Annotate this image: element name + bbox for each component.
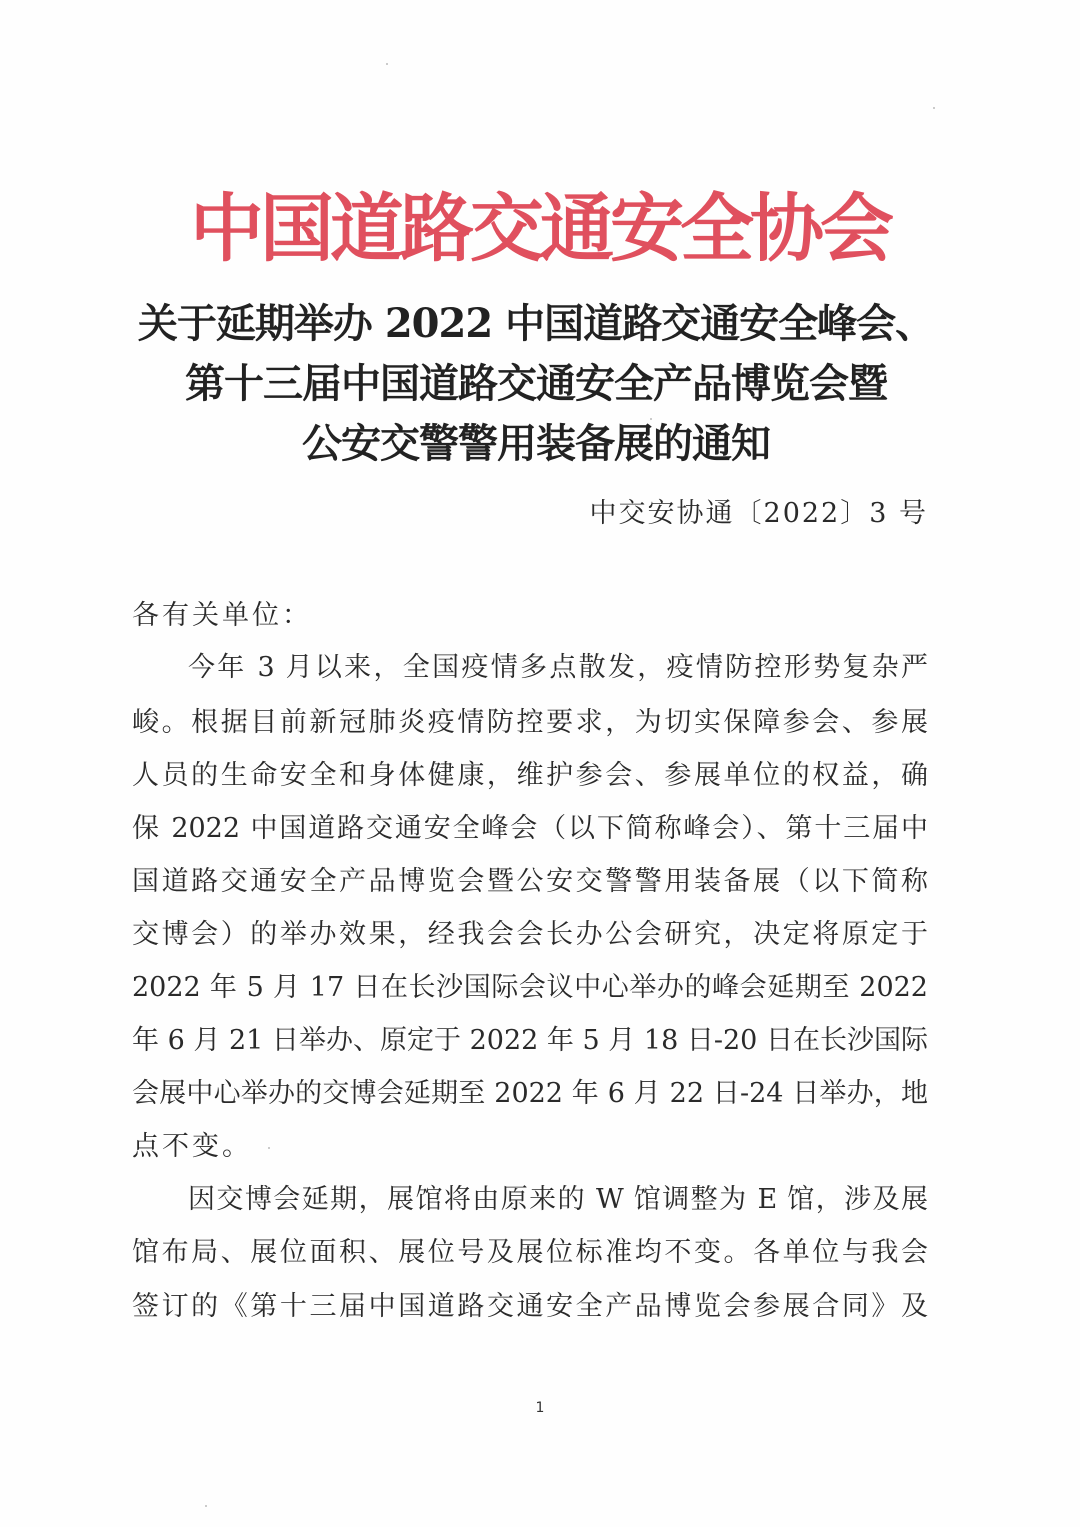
paragraph-line: 年 6 月 21 日举办、原定于 2022 年 5 月 18 日-20 日在长沙国际 <box>132 1025 928 1056</box>
paragraph-line: 2022 年 5 月 17 日在长沙国际会议中心举办的峰会延期至 2022 <box>132 972 928 1003</box>
scan-speck <box>386 63 388 65</box>
scan-speck <box>268 1147 270 1149</box>
salutation: 各有关单位： <box>132 600 312 631</box>
paragraph-line: 因交博会延期，展馆将由原来的 W 馆调整为 E 馆，涉及展 <box>188 1184 928 1215</box>
paragraph-line: 馆布局、展位面积、展位号及展位标准均不变。各单位与我会 <box>132 1237 928 1268</box>
scan-speck <box>205 1505 207 1507</box>
paragraph-line: 签订的《第十三届中国道路交通安全产品博览会参展合同》及 <box>132 1291 928 1322</box>
document-number: 中交安协通〔2022〕3 号 <box>589 498 928 529</box>
paragraph-line: 峻。根据目前新冠肺炎疫情防控要求，为切实保障参会、参展 <box>132 707 928 738</box>
page-number: 1 <box>535 1400 545 1416</box>
notice-title-line-1: 关于延期举办 2022 中国道路交通安全峰会、 <box>137 300 935 347</box>
scan-speck <box>933 107 935 109</box>
paragraph-line: 交博会）的举办效果，经我会会长办公会研究，决定将原定于 <box>132 919 928 950</box>
scan-speck <box>650 418 652 420</box>
paragraph-line: 今年 3 月以来，全国疫情多点散发，疫情防控形势复杂严 <box>188 652 928 683</box>
paragraph-line: 保 2022 中国道路交通安全峰会（以下简称峰会）、第十三届中 <box>132 813 928 844</box>
paragraph-line: 会展中心举办的交博会延期至 2022 年 6 月 22 日-24 日举办，地 <box>132 1078 928 1109</box>
paragraph-line: 人员的生命安全和身体健康，维护参会、参展单位的权益，确 <box>132 760 928 791</box>
organization-letterhead: 中国道路交通安全协会 <box>190 186 890 272</box>
paragraph-line: 国道路交通安全产品博览会暨公安交警警用装备展（以下简称 <box>132 866 928 897</box>
notice-title-line-3: 公安交警警用装备展的通知 <box>302 420 770 467</box>
paragraph-line: 点不变。 <box>132 1131 252 1162</box>
notice-title-line-2: 第十三届中国道路交通安全产品博览会暨 <box>185 360 887 407</box>
